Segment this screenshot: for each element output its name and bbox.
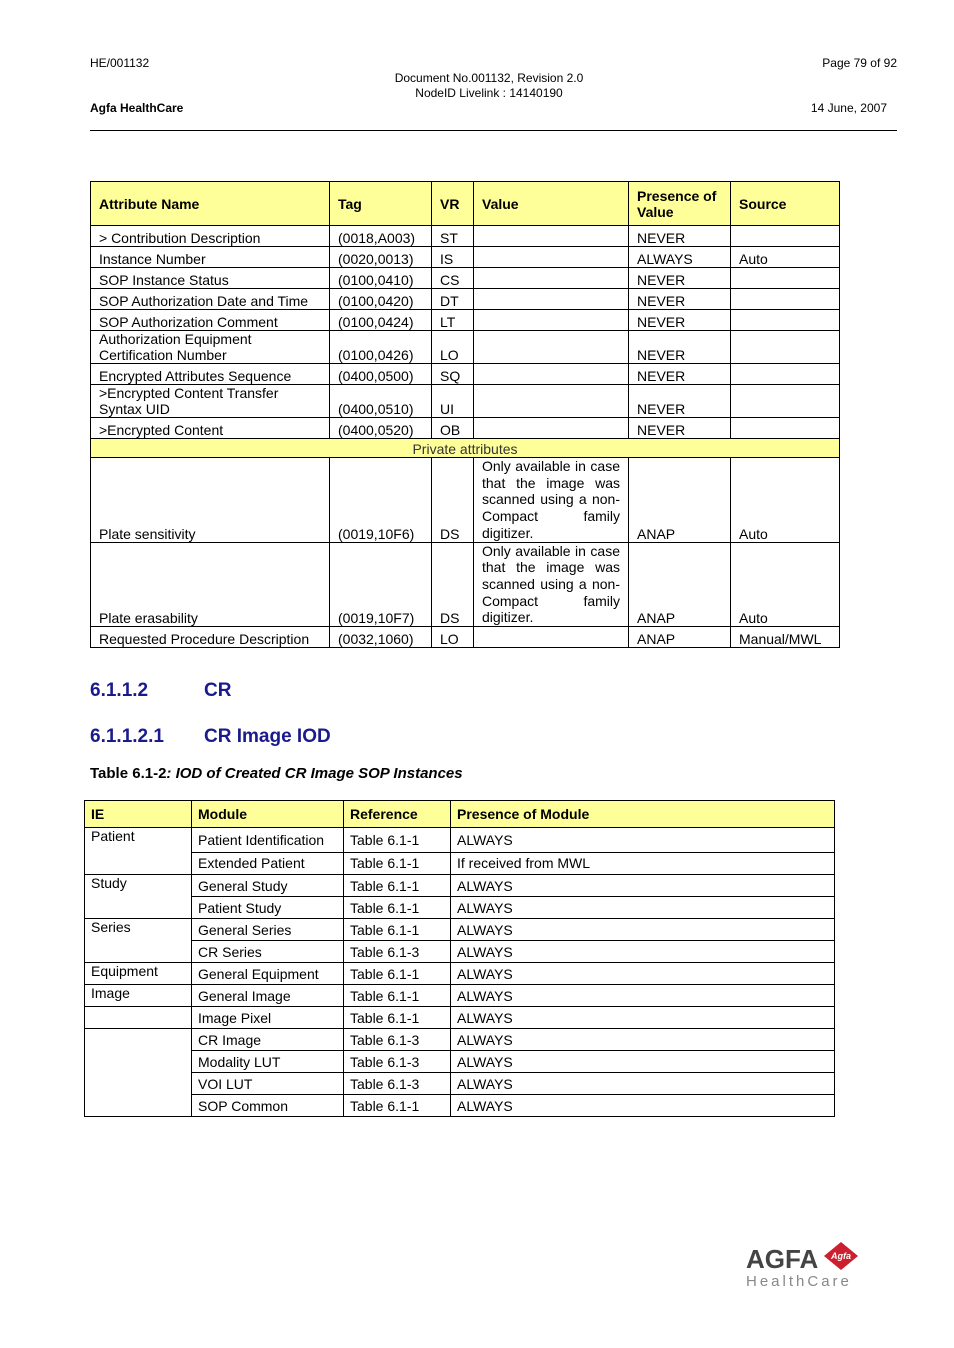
cell-reference: Table 6.1-1 bbox=[344, 875, 451, 897]
table-row bbox=[85, 941, 835, 963]
cell-source bbox=[731, 289, 840, 310]
agfa-logo-mark bbox=[744, 1240, 864, 1290]
col-reference: Reference bbox=[344, 801, 451, 828]
cell-value bbox=[474, 331, 629, 364]
table-caption bbox=[90, 765, 463, 782]
cell-tag: (0032,1060) bbox=[330, 627, 432, 648]
table-row bbox=[85, 1095, 835, 1117]
cell-presence: ANAP bbox=[629, 542, 731, 627]
table-row bbox=[91, 310, 840, 331]
cell-vr: DS bbox=[432, 458, 474, 543]
cell-reference: Table 6.1-1 bbox=[344, 985, 451, 1007]
cell-module: CR Image bbox=[192, 1029, 344, 1051]
cell-module: CR Series bbox=[192, 941, 344, 963]
cell-tag: (0100,0420) bbox=[330, 289, 432, 310]
cell-reference: Table 6.1-1 bbox=[344, 828, 451, 853]
cell-attribute: SOP Authorization Date and Time bbox=[91, 289, 330, 310]
cell-tag: (0400,0510) bbox=[330, 385, 432, 418]
table-row bbox=[91, 226, 840, 247]
table-row bbox=[91, 627, 840, 648]
cell-presence: ALWAYS bbox=[451, 963, 835, 985]
section-heading-cr bbox=[90, 680, 232, 702]
cell-module: Patient Identification bbox=[192, 828, 344, 853]
cell-presence: NEVER bbox=[629, 364, 731, 385]
cell-attribute: SOP Authorization Comment bbox=[91, 310, 330, 331]
cell-reference: Table 6.1-3 bbox=[344, 1029, 451, 1051]
table-row bbox=[85, 985, 835, 1007]
cell-value bbox=[474, 627, 629, 648]
col-presence-of-module: Presence of Module bbox=[451, 801, 835, 828]
cell-source: Auto bbox=[731, 542, 840, 627]
cell-value bbox=[474, 364, 629, 385]
cell-reference: Table 6.1-1 bbox=[344, 897, 451, 919]
cell-presence: ALWAYS bbox=[451, 1007, 835, 1029]
table-row bbox=[91, 331, 840, 364]
cell-module: Extended Patient bbox=[192, 852, 344, 874]
cell-source: Auto bbox=[731, 458, 840, 543]
cell-reference: Table 6.1-1 bbox=[344, 963, 451, 985]
cell-module: SOP Common bbox=[192, 1095, 344, 1117]
cell-tag: (0400,0520) bbox=[330, 418, 432, 439]
table-row bbox=[85, 1051, 835, 1073]
table-row bbox=[85, 1073, 835, 1095]
section-number: 6.1.1.2 bbox=[90, 680, 149, 701]
cell-tag: (0018,A003) bbox=[330, 226, 432, 247]
cell-presence: ALWAYS bbox=[451, 941, 835, 963]
cell-vr: CS bbox=[432, 268, 474, 289]
col-source: Source bbox=[731, 182, 840, 226]
col-value: Value bbox=[474, 182, 629, 226]
cell-ie: Study bbox=[85, 875, 192, 919]
cell-presence: ALWAYS bbox=[451, 985, 835, 1007]
cell-presence: NEVER bbox=[629, 385, 731, 418]
cell-vr: DT bbox=[432, 289, 474, 310]
cell-module: Patient Study bbox=[192, 897, 344, 919]
section-heading-cr-image-iod bbox=[90, 726, 331, 748]
cell-reference: Table 6.1-3 bbox=[344, 941, 451, 963]
table-row bbox=[85, 1007, 835, 1029]
cell-attribute: >Encrypted Content bbox=[91, 418, 330, 439]
cell-vr: IS bbox=[432, 247, 474, 268]
col-attribute-name: Attribute Name bbox=[91, 182, 330, 226]
cell-attribute: >Encrypted Content Transfer Syntax UID bbox=[91, 385, 330, 418]
attribute-table-header bbox=[91, 182, 840, 226]
attribute-table bbox=[90, 181, 840, 648]
table-row bbox=[85, 852, 835, 874]
cell-module: Image Pixel bbox=[192, 1007, 344, 1029]
cell-source bbox=[731, 364, 840, 385]
cell-ie: Patient bbox=[85, 828, 192, 875]
cell-attribute: Authorization Equipment Certification Number bbox=[91, 331, 330, 364]
cell-reference: Table 6.1-1 bbox=[344, 1007, 451, 1029]
cell-presence: NEVER bbox=[629, 289, 731, 310]
table-row bbox=[85, 919, 835, 941]
col-module: Module bbox=[192, 801, 344, 828]
section-number: 6.1.1.2.1 bbox=[90, 726, 164, 747]
caption-prefix: Table 6.1-2 bbox=[90, 765, 167, 782]
cell-source bbox=[731, 226, 840, 247]
cell-presence: ALWAYS bbox=[451, 919, 835, 941]
cell-source bbox=[731, 268, 840, 289]
cell-vr: SQ bbox=[432, 364, 474, 385]
cell-presence: ALWAYS bbox=[451, 875, 835, 897]
cell-value bbox=[474, 418, 629, 439]
cell-vr: LO bbox=[432, 331, 474, 364]
cell-module: General Image bbox=[192, 985, 344, 1007]
cell-source: Manual/MWL bbox=[731, 627, 840, 648]
table-row bbox=[91, 247, 840, 268]
section-title: CR bbox=[204, 680, 232, 701]
cell-attribute: Encrypted Attributes Sequence bbox=[91, 364, 330, 385]
cell-presence: NEVER bbox=[629, 226, 731, 247]
col-ie: IE bbox=[85, 801, 192, 828]
node-id: NodeID Livelink : 14140190 bbox=[415, 86, 563, 100]
cell-presence: If received from MWL bbox=[451, 852, 835, 874]
cell-presence: ANAP bbox=[629, 627, 731, 648]
cell-attribute: SOP Instance Status bbox=[91, 268, 330, 289]
table-row bbox=[85, 963, 835, 985]
cell-tag: (0100,0410) bbox=[330, 268, 432, 289]
logo-brand: AGFA bbox=[746, 1244, 819, 1274]
cell-presence: ALWAYS bbox=[451, 1029, 835, 1051]
cell-presence: ALWAYS bbox=[451, 1073, 835, 1095]
header-rule bbox=[90, 130, 897, 131]
cell-vr: ST bbox=[432, 226, 474, 247]
col-vr: VR bbox=[432, 182, 474, 226]
cell-reference: Table 6.1-3 bbox=[344, 1051, 451, 1073]
page-number: Page 79 of 92 bbox=[822, 56, 897, 70]
section-title: CR Image IOD bbox=[204, 726, 331, 747]
cell-source: Auto bbox=[731, 247, 840, 268]
table-row bbox=[91, 289, 840, 310]
cell-module: General Study bbox=[192, 875, 344, 897]
cell-source bbox=[731, 310, 840, 331]
document-date: 14 June, 2007 bbox=[810, 101, 887, 115]
cell-presence: ALWAYS bbox=[451, 897, 835, 919]
cell-vr: UI bbox=[432, 385, 474, 418]
cell-presence: ALWAYS bbox=[451, 1051, 835, 1073]
cell-source bbox=[731, 385, 840, 418]
cell-module: General Series bbox=[192, 919, 344, 941]
cell-reference: Table 6.1-1 bbox=[344, 852, 451, 874]
cell-presence: ALWAYS bbox=[451, 828, 835, 853]
cell-module: General Equipment bbox=[192, 963, 344, 985]
cell-attribute: Instance Number bbox=[91, 247, 330, 268]
cell-reference: Table 6.1-3 bbox=[344, 1073, 451, 1095]
cell-presence: ALWAYS bbox=[629, 247, 731, 268]
cell-value: Only available in case that the image was scanned using a non-Compact family digitizer. bbox=[474, 542, 629, 627]
cell-attribute: Plate sensitivity bbox=[91, 458, 330, 543]
private-attributes-row bbox=[91, 439, 840, 458]
table-row bbox=[91, 268, 840, 289]
cell-attribute: > Contribution Description bbox=[91, 226, 330, 247]
cell-presence: NEVER bbox=[629, 331, 731, 364]
cell-tag: (0100,0426) bbox=[330, 331, 432, 364]
cell-ie: Image bbox=[85, 985, 192, 1007]
table-row bbox=[91, 364, 840, 385]
module-table-header bbox=[85, 801, 835, 828]
table-row bbox=[85, 897, 835, 919]
col-tag: Tag bbox=[330, 182, 432, 226]
logo-mark-text: Agfa bbox=[831, 1251, 851, 1261]
cell-module: VOI LUT bbox=[192, 1073, 344, 1095]
cell-attribute: Requested Procedure Description bbox=[91, 627, 330, 648]
cell-reference: Table 6.1-1 bbox=[344, 1095, 451, 1117]
cell-value bbox=[474, 226, 629, 247]
cell-tag: (0400,0500) bbox=[330, 364, 432, 385]
cell-tag: (0019,10F6) bbox=[330, 458, 432, 543]
cell-presence: NEVER bbox=[629, 418, 731, 439]
cell-tag: (0019,10F7) bbox=[330, 542, 432, 627]
cell-vr: DS bbox=[432, 542, 474, 627]
cell-value bbox=[474, 310, 629, 331]
cell-value: Only available in case that the image was scanned using a non-Compact family digitizer. bbox=[474, 458, 629, 543]
private-attributes-label: Private attributes bbox=[91, 439, 840, 458]
cell-vr: LO bbox=[432, 627, 474, 648]
cell-tag: (0020,0013) bbox=[330, 247, 432, 268]
table-row bbox=[91, 418, 840, 439]
caption-text: : IOD of Created CR Image SOP Instances bbox=[166, 765, 463, 782]
table-row bbox=[91, 542, 840, 627]
company-name: Agfa HealthCare bbox=[90, 101, 184, 115]
cell-module: Modality LUT bbox=[192, 1051, 344, 1073]
document-number: Document No.001132, Revision 2.0 bbox=[394, 71, 584, 85]
module-table bbox=[84, 800, 835, 1117]
table-row bbox=[91, 458, 840, 543]
cell-value bbox=[474, 385, 629, 418]
cell-value bbox=[474, 268, 629, 289]
table-row bbox=[85, 875, 835, 897]
cell-ie bbox=[85, 1029, 192, 1117]
cell-ie: Series bbox=[85, 919, 192, 963]
cell-ie: Equipment bbox=[85, 963, 192, 985]
cell-ie bbox=[85, 1007, 192, 1029]
logo-subtext: HealthCare bbox=[746, 1273, 852, 1290]
cell-source bbox=[731, 331, 840, 364]
cell-presence: NEVER bbox=[629, 310, 731, 331]
cell-value bbox=[474, 247, 629, 268]
cell-value bbox=[474, 289, 629, 310]
cell-presence: ALWAYS bbox=[451, 1095, 835, 1117]
table-row bbox=[85, 828, 835, 853]
agfa-healthcare-logo bbox=[744, 1240, 864, 1290]
cell-attribute: Plate erasability bbox=[91, 542, 330, 627]
cell-vr: OB bbox=[432, 418, 474, 439]
cell-presence: ANAP bbox=[629, 458, 731, 543]
cell-reference: Table 6.1-1 bbox=[344, 919, 451, 941]
table-row bbox=[85, 1029, 835, 1051]
table-row bbox=[91, 385, 840, 418]
cell-source bbox=[731, 418, 840, 439]
cell-vr: LT bbox=[432, 310, 474, 331]
col-presence: Presence of Value bbox=[629, 182, 731, 226]
cell-presence: NEVER bbox=[629, 268, 731, 289]
doc-code: HE/001132 bbox=[90, 56, 150, 70]
cell-tag: (0100,0424) bbox=[330, 310, 432, 331]
